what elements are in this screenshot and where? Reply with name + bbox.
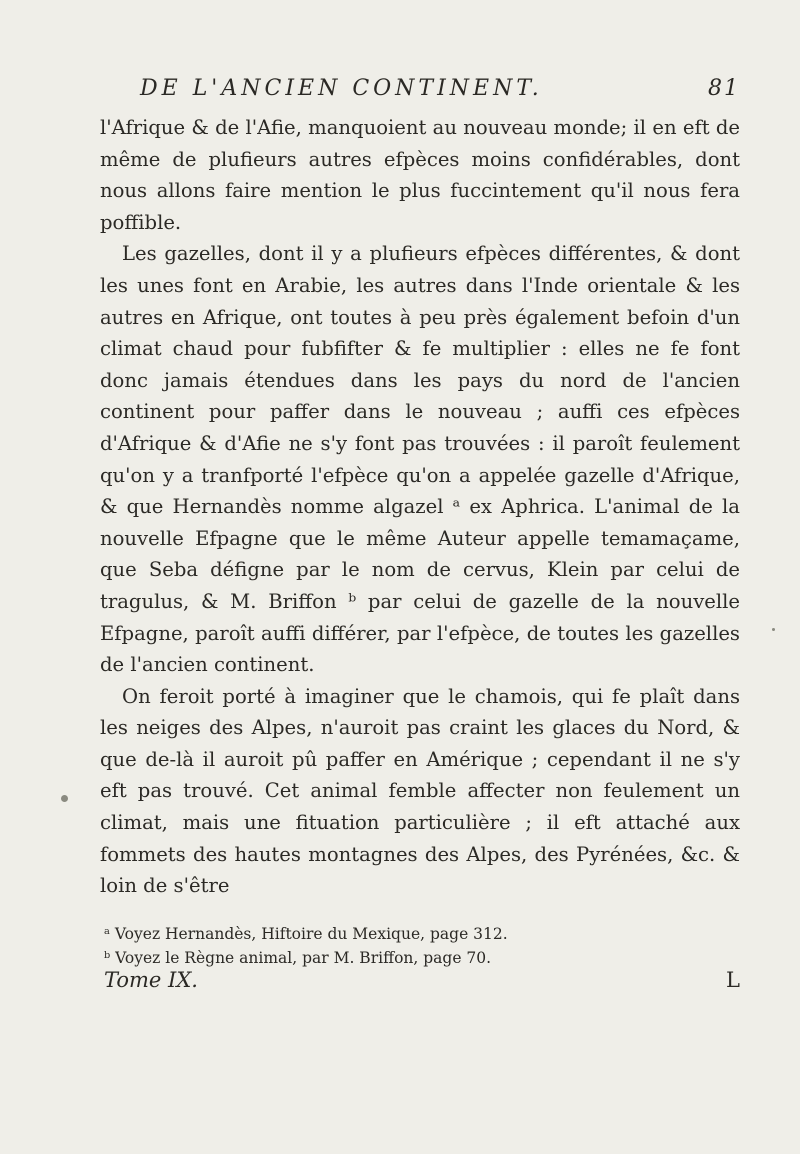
paragraph: Les gazelles, dont il y a plufieurs efpèces différentes, & dont les unes font en Arabie, les autres dans l'Inde orientale & les autres en Afrique, ont toutes à peu près également befoin d'un climat chaud pour fubfifter & fe multiplier : elles ne fe font donc jamais étendues dans les pays du nord de l'ancien continent pour paffer dans le nouveau ; auffi ces efpèces d'Afrique & d'Afie ne s'y font pas trouvées : il paroît feulement qu'on y a tranfporté l'efpèce qu'on a appelée gazelle d'Afrique, & que Hernandès nomme algazel ᵃ ex Aphrica. L'animal de la nouvelle Efpagne que le même Auteur appelle temamaçame, que Seba défigne par le nom de cervus, Klein par celui de tragulus, & M. Briffon ᵇ par celui de gazelle de la nouvelle Efpagne, paroît auffi différer, par l'efpèce, de toutes les gazelles de l'ancien continent.	[100, 242, 740, 677]
footnotes	[104, 922, 744, 970]
signature-line	[104, 968, 740, 998]
running-title: DE L'ANCIEN CONTINENT.	[140, 76, 543, 101]
signature-mark: L	[726, 968, 740, 992]
footnote: ᵃ Voyez Hernandès, Hiftoire du Mexique, page 312.	[104, 925, 508, 943]
page-number: 81	[708, 76, 740, 101]
main-text	[100, 112, 740, 902]
paper-speck	[772, 628, 775, 631]
running-header	[140, 76, 740, 108]
footnote: ᵇ Voyez le Règne animal, par M. Briffon, page 70.	[104, 949, 492, 967]
paragraph: On feroit porté à imaginer que le chamois, qui fe plaît dans les neiges des Alpes, n'auroit pas craint les glaces du Nord, & que de-là il auroit pû paffer en Amérique ; cependant il ne s'y eft pas trouvé. Cet animal femble affecter non feulement un climat, mais une fituation particulière ; il eft attaché aux fommets des hautes montagnes des Alpes, des Pyrénées, &c. & loin de s'être	[100, 684, 740, 898]
tome-label: Tome IX.	[104, 968, 198, 992]
paragraph: l'Afrique & de l'Afie, manquoient au nouveau monde; il en eft de même de plufieurs autres efpèces moins confidérables, dont nous allons faire mention le plus fuccintement qu'il nous fera poffible.	[100, 116, 740, 234]
paper-speck	[61, 795, 68, 802]
